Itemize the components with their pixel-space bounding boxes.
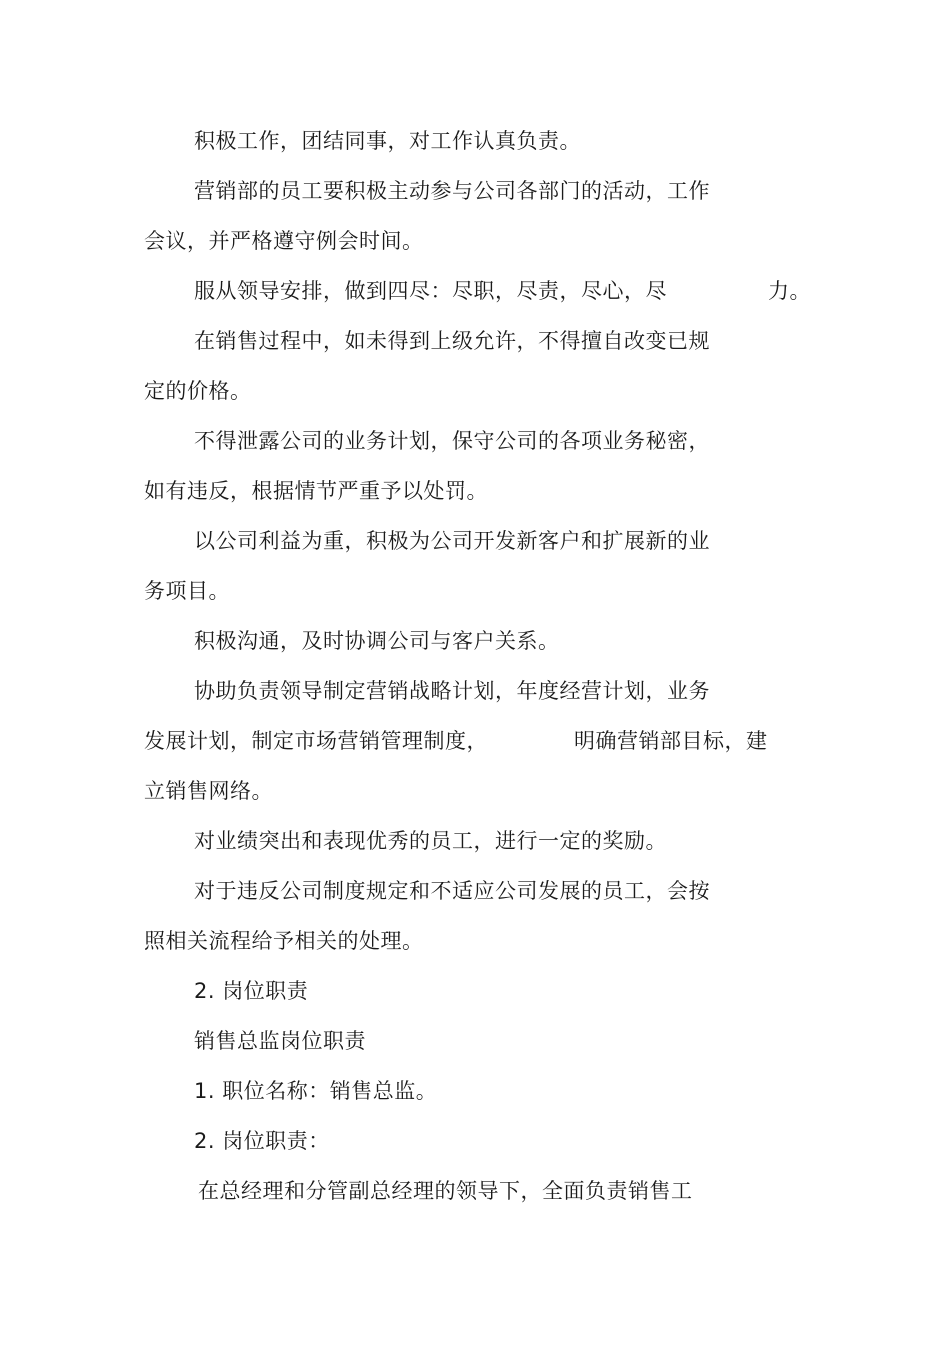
line-segment: 发展计划，制定市场营销管理制度， xyxy=(144,729,488,753)
paragraph-line: 在总经理和分管副总经理的领导下，全面负责销售工 xyxy=(198,1179,693,1203)
paragraph-line: 不得泄露公司的业务计划，保守公司的各项业务秘密， xyxy=(194,429,710,453)
paragraph-line xyxy=(194,276,814,306)
line-segment: 明确营销部目标，建 xyxy=(574,729,768,753)
paragraph-line: 积极沟通，及时协调公司与客户关系。 xyxy=(194,629,560,653)
subsection-heading: 销售总监岗位职责 xyxy=(194,1029,366,1053)
paragraph-line: 在销售过程中，如未得到上级允许，不得擅自改变已规 xyxy=(194,329,710,353)
paragraph-line: 协助负责领导制定营销战略计划，年度经营计划，业务 xyxy=(194,679,710,703)
line-segment: 力。 xyxy=(768,279,811,303)
paragraph-line: 定的价格。 xyxy=(144,379,252,403)
paragraph-line: 照相关流程给予相关的处理。 xyxy=(144,929,424,953)
section-heading: 2. 岗位职责 xyxy=(194,979,309,1003)
paragraph-line: 务项目。 xyxy=(144,579,230,603)
list-item: 2. 岗位职责： xyxy=(194,1129,330,1153)
line-segment: 服从领导安排，做到四尽：尽职，尽责，尽心，尽 xyxy=(194,279,667,303)
paragraph-line: 营销部的员工要积极主动参与公司各部门的活动，工作 xyxy=(194,179,710,203)
paragraph-line: 积极工作，团结同事，对工作认真负责。 xyxy=(194,129,581,153)
paragraph-line: 对业绩突出和表现优秀的员工，进行一定的奖励。 xyxy=(194,829,667,853)
paragraph-line: 会议，并严格遵守例会时间。 xyxy=(144,229,424,253)
paragraph-line: 立销售网络。 xyxy=(144,779,273,803)
paragraph-line: 如有违反，根据情节严重予以处罚。 xyxy=(144,479,488,503)
paragraph-line xyxy=(144,726,804,756)
list-item: 1. 职位名称：销售总监。 xyxy=(194,1079,438,1103)
paragraph-line: 以公司利益为重，积极为公司开发新客户和扩展新的业 xyxy=(194,529,710,553)
paragraph-line: 对于违反公司制度规定和不适应公司发展的员工，会按 xyxy=(194,879,710,903)
